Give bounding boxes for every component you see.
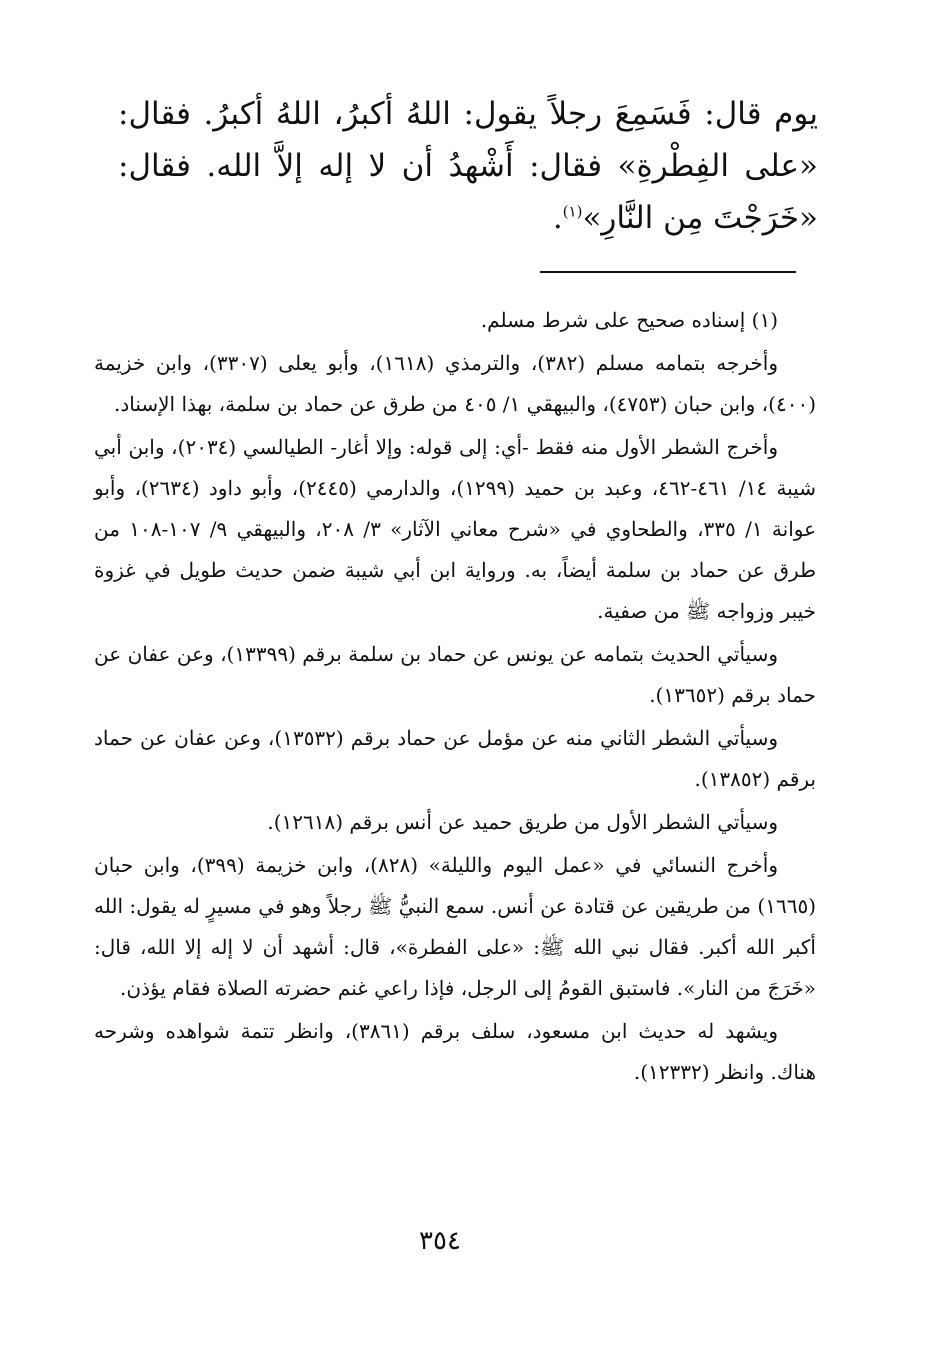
footnote-paragraph: وسيأتي الحديث بتمامه عن يونس عن حماد بن سلمة برقم (١٣٣٩٩)، وعن عفان عن حماد برقم (١٣٦٥٢). — [94, 642, 816, 707]
footnote-paragraph: وسيأتي الشطر الأول من طريق حميد عن أنس برقم (١٢٦١٨). — [267, 810, 778, 834]
main-text-end: . — [552, 200, 563, 236]
main-text — [118, 88, 818, 244]
footnote-paragraph: ويشهد له حديث ابن مسعود، سلف برقم (٣٨٦١)، وانظر تتمة شواهده وشرحه هناك. وانظر (١٢٣٣٢). — [94, 1019, 816, 1084]
footnotes — [94, 300, 816, 1095]
footnote-paragraph: وسيأتي الشطر الثاني منه عن مؤمل عن حماد برقم (١٣٥٣٢)، وعن عفان عن حماد برقم (١٣٨٥٢). — [94, 726, 816, 791]
page-number: ٣٥٤ — [419, 1226, 461, 1256]
footnote-paragraph: وأخرجه بتمامه مسلم (٣٨٢)، والترمذي (١٦١٨)، وأبو يعلى (٣٣٠٧)، وابن خزيمة (٤٠٠)، وابن حبان (٤٧٥٣)، والبيهقي ١/ ٤٠٥ من طرق عن حماد بن سلمة، بهذا الإسناد. — [94, 351, 816, 416]
footnote-reference: (١) — [562, 202, 583, 221]
footnote-paragraph: وأخرج النسائي في «عمل اليوم والليلة» (٨٢٨)، وابن خزيمة (٣٩٩)، وابن حبان (١٦٦٥) من طريقين عن قتادة عن أنس. سمع النبيُّ ﷺ رجلاً وهو في مسيرٍ له يقول: الله أكبر الله أكبر. فقال نبي الله ﷺ: «على الفطرة»، قال: أشهد أن لا إله إلا الله، قال: «خَرَجَ من النار». فاستبق القومُ إلى الرجل، فإذا راعي غنم حضرته الصلاة فقام يؤذن. — [94, 853, 816, 1000]
main-text-body: يوم قال: فَسَمِعَ رجلاً يقول: اللهُ أكبرُ، اللهُ أكبرُ. فقال: «على الفِطْرةِ» فقال: أَشْهدُ أن لا إله إلاَّ الله. فقال: «خَرَجْتَ مِن النَّارِ» — [118, 96, 818, 236]
footnote-separator — [540, 271, 796, 273]
footnote-paragraph: (١) إسناده صحيح على شرط مسلم. — [480, 308, 778, 332]
footnote-paragraph: وأخرج الشطر الأول منه فقط -أي: إلى قوله: وإلا أغار- الطيالسي (٢٠٣٤)، وابن أبي شيبة ١٤/ ٤٦١-٤٦٢، وعبد بن حميد (١٢٩٩)، والدارمي (٢٤٤٥)، وأبو داود (٢٦٣٤)، وأبو عوانة ١/ ٣٣٥، والطحاوي في «شرح معاني الآثار» ٣/ ٢٠٨، والبيهقي ٩/ ١٠٧-١٠٨ من طرق عن حماد بن سلمة أيضاً، به. ورواية ابن أبي شيبة ضمن حديث طويل في غزوة خيبر وزواجه ﷺ من صفية. — [94, 435, 817, 623]
